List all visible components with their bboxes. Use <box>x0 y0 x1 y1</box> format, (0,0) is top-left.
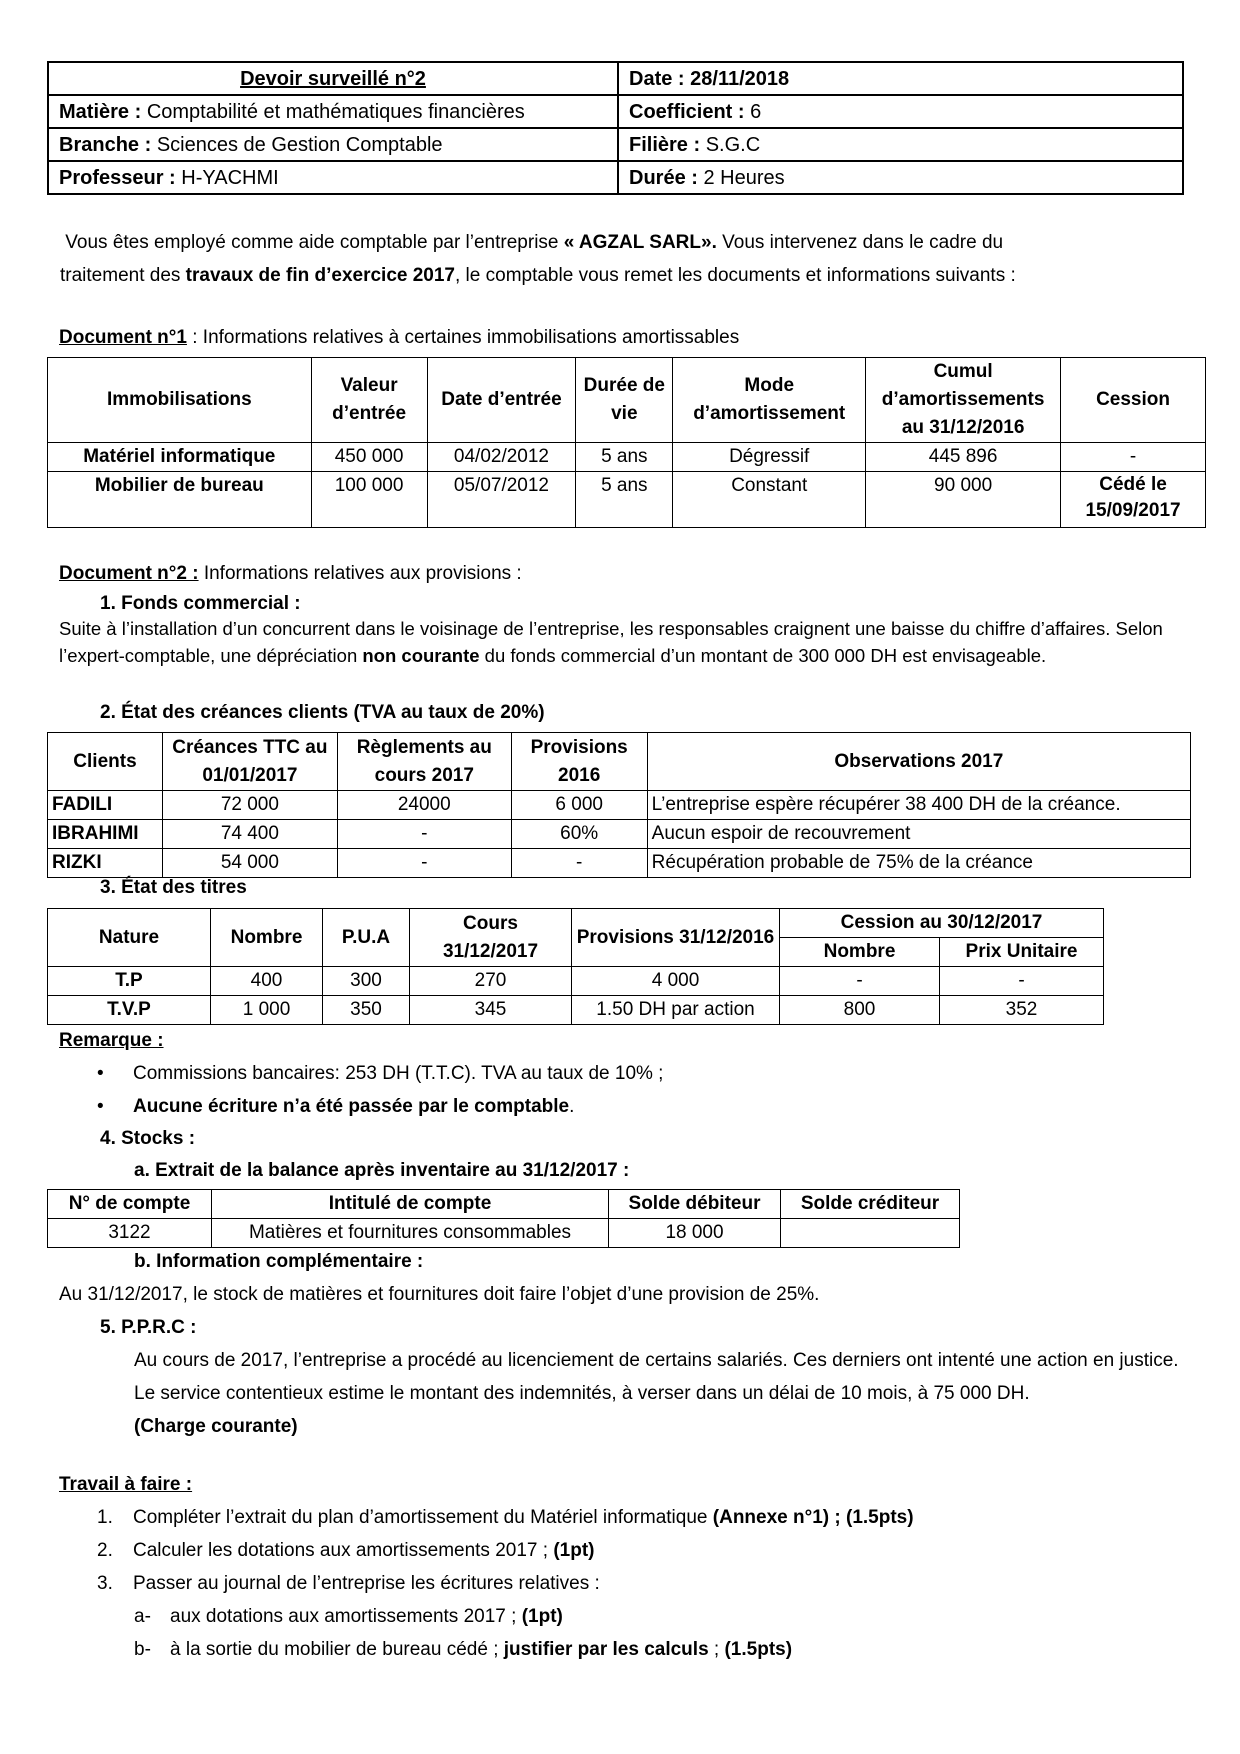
task-number: 3. <box>97 1573 113 1594</box>
doc1-table <box>47 357 1206 528</box>
cell: - <box>940 967 1104 996</box>
task-number: 2. <box>97 1540 113 1561</box>
section-balance: a. Extrait de la balance après inventaire au 31/12/2017 : <box>134 1160 630 1181</box>
task-item <box>134 1601 563 1633</box>
task-item <box>97 1535 595 1567</box>
task-text: Passer au journal de l’entreprise les écritures relatives : <box>133 1573 600 1594</box>
coef-value: 6 <box>750 100 762 123</box>
bullet-text: Aucune écriture n’a été passée par le comptable. <box>133 1096 575 1117</box>
cell: 445 896 <box>866 443 1061 472</box>
coef-label: Coefficient : <box>629 100 745 123</box>
cell: IBRAHIMI <box>48 820 163 849</box>
table-row <box>48 443 1206 472</box>
section-titres: 3. État des titres <box>100 877 247 898</box>
matiere-label: Matière : <box>59 100 142 123</box>
remarque-heading: Remarque : <box>59 1030 164 1051</box>
cell: 3122 <box>48 1219 212 1248</box>
doc1-subtitle: : Informations relatives à certaines immobilisations amortissables <box>186 327 740 348</box>
duree-label: Durée : <box>629 166 698 189</box>
cell: 90 000 <box>866 472 1061 528</box>
cell: 100 000 <box>311 472 427 528</box>
cell: 345 <box>410 996 572 1025</box>
cell: 450 000 <box>311 443 427 472</box>
bullet-1: • Commissions bancaires: 253 DH (T.T.C). TVA au taux de 10% ; <box>97 1058 104 1090</box>
col-header: Durée de vie <box>576 358 673 443</box>
task-text: ; <box>708 1639 725 1660</box>
bullet-text: Commissions bancaires: 253 DH (T.T.C). TVA au taux de 10% ; <box>133 1063 664 1084</box>
text: du fonds commercial d’un montant de 300 000 DH est envisageable. <box>479 645 1047 666</box>
cell: Récupération probable de 75% de la créance <box>647 849 1190 878</box>
intro-text: Vous intervenez dans le cadre du <box>716 232 1004 253</box>
cell: L’entreprise espère récupérer 38 400 DH de la créance. <box>647 791 1190 820</box>
intro-paragraph <box>60 226 1200 292</box>
cell: 72 000 <box>162 791 337 820</box>
col-header: Mode d’amortissement <box>673 358 866 443</box>
col-header: Nature <box>48 909 211 967</box>
col-header: Nombre <box>780 938 940 967</box>
task-points: (1pt) <box>521 1606 563 1627</box>
cell: Constant <box>673 472 866 528</box>
pprc-text <box>134 1344 1194 1443</box>
col-header: Immobilisations <box>48 358 312 443</box>
cell: RIZKI <box>48 849 163 878</box>
doc1-title: Document n°1 <box>59 327 187 348</box>
col-header: Cours 31/12/2017 <box>410 909 572 967</box>
task-text: à la sortie du mobilier de bureau cédé ; <box>170 1639 504 1660</box>
bullet-bold: Aucune écriture n’a été passée par le comptable <box>133 1096 570 1117</box>
col-header: Observations 2017 <box>647 733 1190 791</box>
cell: T.V.P <box>48 996 211 1025</box>
cell: 4 000 <box>572 967 780 996</box>
cell: 24000 <box>337 791 511 820</box>
col-header: Intitulé de compte <box>212 1190 609 1219</box>
company-name: « AGZAL SARL». <box>563 232 717 253</box>
titres-table <box>47 908 1104 1025</box>
prof-label: Professeur : <box>59 166 176 189</box>
cell: T.P <box>48 967 211 996</box>
intro-bold: travaux de fin d’exercice 2017 <box>185 265 455 286</box>
intro-text: Vous êtes employé comme aide comptable par l’entreprise <box>65 232 564 253</box>
exam-title: Devoir surveillé n°2 <box>240 67 426 90</box>
cell: 05/07/2012 <box>427 472 576 528</box>
cell: 6 000 <box>511 791 647 820</box>
doc1-heading <box>59 322 739 354</box>
cell: Matières et fournitures consommables <box>212 1219 609 1248</box>
cell: 300 <box>323 967 410 996</box>
cell: Dégressif <box>673 443 866 472</box>
table-row <box>48 996 1104 1025</box>
task-points: justifier par les calculs <box>503 1639 709 1660</box>
bold-text: (Charge courante) <box>134 1416 298 1437</box>
task-item <box>97 1568 600 1600</box>
intro-text: traitement des <box>60 265 186 286</box>
cell: 270 <box>410 967 572 996</box>
prof-value: H-YACHMI <box>181 166 279 189</box>
table-row <box>48 472 1206 528</box>
fonds-commercial-text <box>59 615 1184 669</box>
cell: 60% <box>511 820 647 849</box>
section-fonds-commercial: 1. Fonds commercial : <box>100 593 301 614</box>
bold-text: non courante <box>362 645 480 666</box>
col-header: Cession <box>1061 358 1206 443</box>
balance-table <box>47 1189 960 1248</box>
cell: 800 <box>780 996 940 1025</box>
table-row <box>48 967 1104 996</box>
cell: - <box>1061 443 1206 472</box>
cell: - <box>780 967 940 996</box>
cell: - <box>511 849 647 878</box>
col-header: Solde débiteur <box>609 1190 781 1219</box>
cell: Matériel informatique <box>48 443 312 472</box>
duree-value: 2 Heures <box>703 166 785 189</box>
cell: 400 <box>211 967 323 996</box>
task-points: (Annexe n°1) ; (1.5pts) <box>712 1507 914 1528</box>
cell: - <box>337 849 511 878</box>
branche-value: Sciences de Gestion Comptable <box>156 133 443 156</box>
cell: 350 <box>323 996 410 1025</box>
task-item <box>97 1502 914 1534</box>
cell: Mobilier de bureau <box>48 472 312 528</box>
col-header: N° de compte <box>48 1190 212 1219</box>
task-number: b- <box>134 1639 151 1660</box>
section-stocks: 4. Stocks : <box>100 1128 196 1149</box>
cell: 1.50 DH par action <box>572 996 780 1025</box>
table-row <box>48 1219 960 1248</box>
cell: 18 000 <box>609 1219 781 1248</box>
col-header: Nombre <box>211 909 323 967</box>
info-comp-text: Au 31/12/2017, le stock de matières et fournitures doit faire l’objet d’une provision de 25%. <box>59 1284 820 1305</box>
intro-text: , le comptable vous remet les documents et informations suivants : <box>455 265 1016 286</box>
cell: Aucun espoir de recouvrement <box>647 820 1190 849</box>
table-row <box>48 820 1191 849</box>
cell <box>781 1219 960 1248</box>
clients-table <box>47 732 1191 878</box>
task-number: 1. <box>97 1507 113 1528</box>
task-points: (1pt) <box>553 1540 595 1561</box>
cell: 74 400 <box>162 820 337 849</box>
date-label: Date : <box>629 67 685 90</box>
task-text: aux dotations aux amortissements 2017 ; <box>170 1606 522 1627</box>
date-value: 28/11/2018 <box>690 67 790 90</box>
section-pprc: 5. P.P.R.C : <box>100 1317 197 1338</box>
task-points: (1.5pts) <box>724 1639 793 1660</box>
matiere-value: Comptabilité et mathématiques financières <box>146 100 525 123</box>
cell: 54 000 <box>162 849 337 878</box>
col-header: Cession au 30/12/2017 <box>780 909 1104 938</box>
table-row <box>48 791 1191 820</box>
col-header: Cumul d’amortissements au 31/12/2016 <box>866 358 1061 443</box>
cell: 5 ans <box>576 472 673 528</box>
travail-title: Travail à faire : <box>59 1474 193 1495</box>
col-header: Solde créditeur <box>781 1190 960 1219</box>
text: Au cours de 2017, l’entreprise a procédé au licenciement de certains salariés. Ces derniers ont intenté une action en justice. Le service contentieux estime le montant des indemnités, à verser dans un délai de 10 mois, à 75 000 DH. <box>134 1350 1179 1404</box>
text: Suite à l’installation d’un concurrent dans le voisinage de l’entreprise, les responsables craignent une baisse du chiffre d’affaires. Selon l’expert-comptable, une dépréciation <box>59 618 1163 666</box>
cell: 04/02/2012 <box>427 443 576 472</box>
section-info-comp: b. Information complémentaire : <box>134 1251 424 1272</box>
col-header: Provisions 31/12/2016 <box>572 909 780 967</box>
cell: 1 000 <box>211 996 323 1025</box>
col-header: Clients <box>48 733 163 791</box>
task-text: Compléter l’extrait du plan d’amortissement du Matériel informatique <box>133 1507 713 1528</box>
task-item <box>134 1634 793 1666</box>
filiere-label: Filière : <box>629 133 701 156</box>
section-creances: 2. État des créances clients (TVA au taux de 20%) <box>100 702 545 723</box>
col-header: Valeur d’entrée <box>311 358 427 443</box>
col-header: Règlements au cours 2017 <box>337 733 511 791</box>
cell: Cédé le 15/09/2017 <box>1061 472 1206 528</box>
cell: 5 ans <box>576 443 673 472</box>
doc2-title: Document n°2 : <box>59 563 199 584</box>
col-header: Prix Unitaire <box>940 938 1104 967</box>
col-header: Créances TTC au 01/01/2017 <box>162 733 337 791</box>
cell: FADILI <box>48 791 163 820</box>
branche-label: Branche : <box>59 133 152 156</box>
doc2-subtitle: Informations relatives aux provisions : <box>198 563 522 584</box>
col-header: Provisions 2016 <box>511 733 647 791</box>
task-number: a- <box>134 1606 151 1627</box>
bullet-2: • Aucune écriture n’a été passée par le comptable. <box>97 1091 104 1123</box>
col-header: P.U.A <box>323 909 410 967</box>
col-header: Date d’entrée <box>427 358 576 443</box>
cell: - <box>337 820 511 849</box>
filiere-value: S.G.C <box>705 133 761 156</box>
cell: 352 <box>940 996 1104 1025</box>
doc2-heading <box>59 558 522 590</box>
task-text: Calculer les dotations aux amortissements 2017 ; <box>133 1540 554 1561</box>
header-table <box>47 61 1184 195</box>
